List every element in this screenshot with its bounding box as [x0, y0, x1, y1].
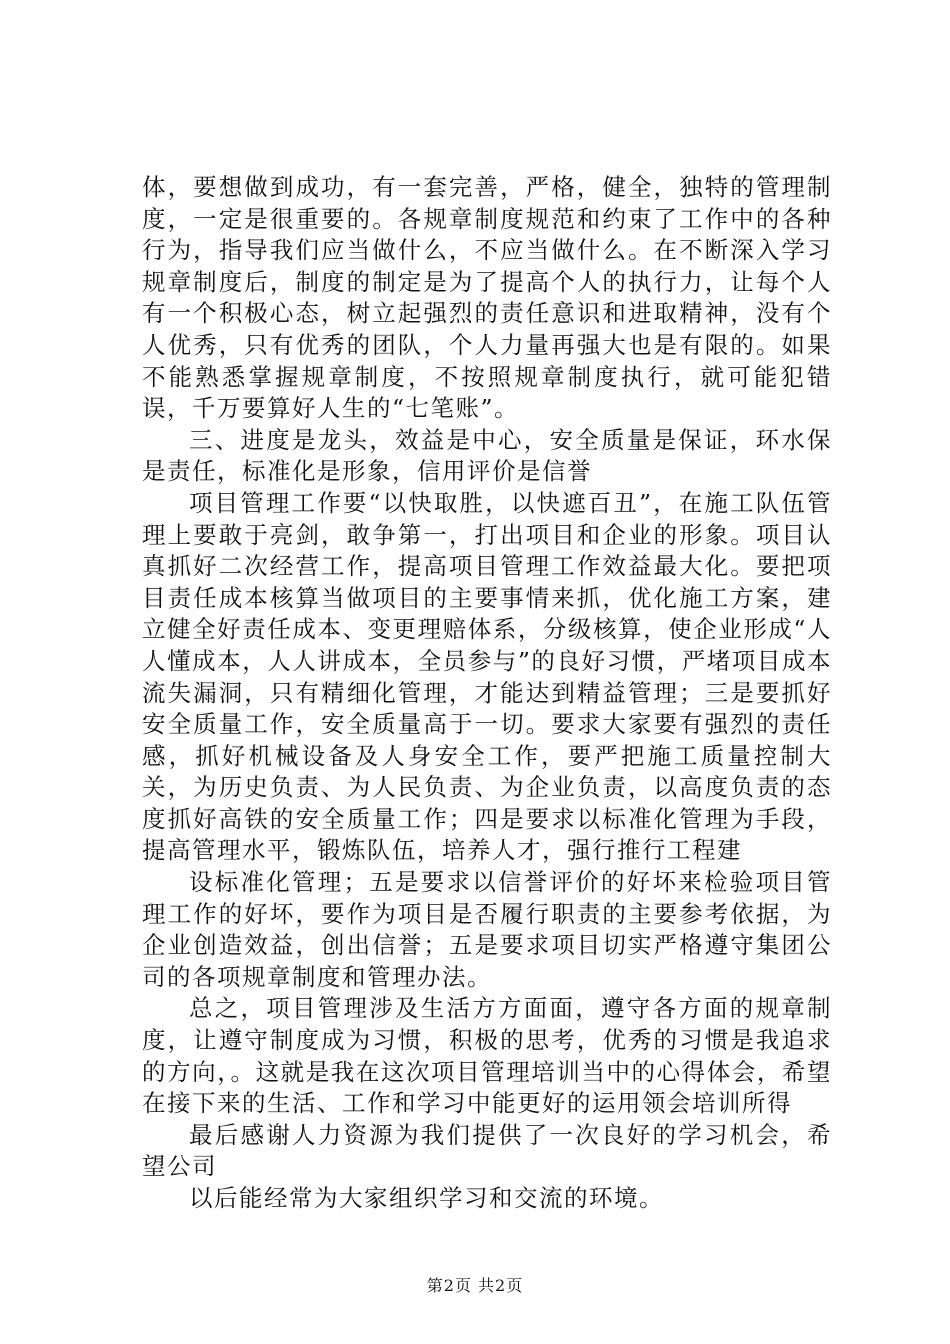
paragraph-continuation: 体，要想做到成功，有一套完善，严格，健全，独特的管理制度，一定是很重要的。各规章制度规范和约束了工作中的各种行为，指导我们应当做什么，不应当做什么。在不断深入学习规章制度后，制度的制定是为了提高个人的执行力，让每个人有一个积极心态，树立起强烈的责任意识和进取精神，没有个人优秀，只有优秀的团队，个人力量再强大也是有限的。如果不能熟悉掌握规章制度，不按照规章制度执行，就可能犯错误，千万要算好人生的“七笔账”。	[142, 173, 832, 423]
page-footer: 第2页 共2页	[426, 1276, 524, 1295]
paragraph-closing: 以后能经常为大家组织学习和交流的环境。	[189, 1184, 664, 1212]
paragraph-summary: 总之，项目管理涉及生活方方面面，遵守各方面的规章制度，让遵守制度成为习惯，积极的思考，优秀的习惯是我追求的方向，。这就是我在这次项目管理培训当中的心得体会，希望在接下来的生活、工作和学习中能更好的运用领会培训所得	[142, 994, 832, 1118]
paragraph-section-three-heading: 三、进度是龙头，效益是中心，安全质量是保证，环水保是责任，标准化是形象，信用评价是信誉	[142, 425, 832, 486]
document-body	[142, 172, 832, 1215]
paragraph-standardization: 设标准化管理；五是要求以信誉评价的好坏来检验项目管理工作的好坏，要作为项目是否履行职责的主要参考依据，为企业创造效益，创出信誉；五是要求项目切实严格遵守集团公司的各项规章制度和管理办法。	[142, 868, 832, 991]
paragraph-project-management: 项目管理工作要“以快取胜，以快遮百丑”，在施工队伍管理上要敢于亮剑，敢争第一，打出项目和企业的形象。项目认真抓好二次经营工作，提高项目管理工作效益最大化。要把项目责任成本核算当做项目的主要事情来抓，优化施工方案，建立健全好责任成本、变更理赔体系，分级核算，使企业形成“人人懂成本，人人讲成本，全员参与”的良好习惯，严堵项目成本流失漏洞，只有精细化管理，才能达到精益管理；三是要抓好安全质量工作，安全质量高于一切。要求大家要有强烈的责任感，抓好机械设备及人身安全工作，要严把施工质量控制大关，为历史负责、为人民负责、为企业负责，以高度负责的态度抓好高铁的安全质量工作；四是要求以标准化管理为手段，提高管理水平，锻炼队伍，培养人才，强行推行工程建	[142, 488, 832, 865]
paragraph-thanks: 最后感谢人力资源为我们提供了一次良好的学习机会，希望公司	[142, 1120, 832, 1181]
